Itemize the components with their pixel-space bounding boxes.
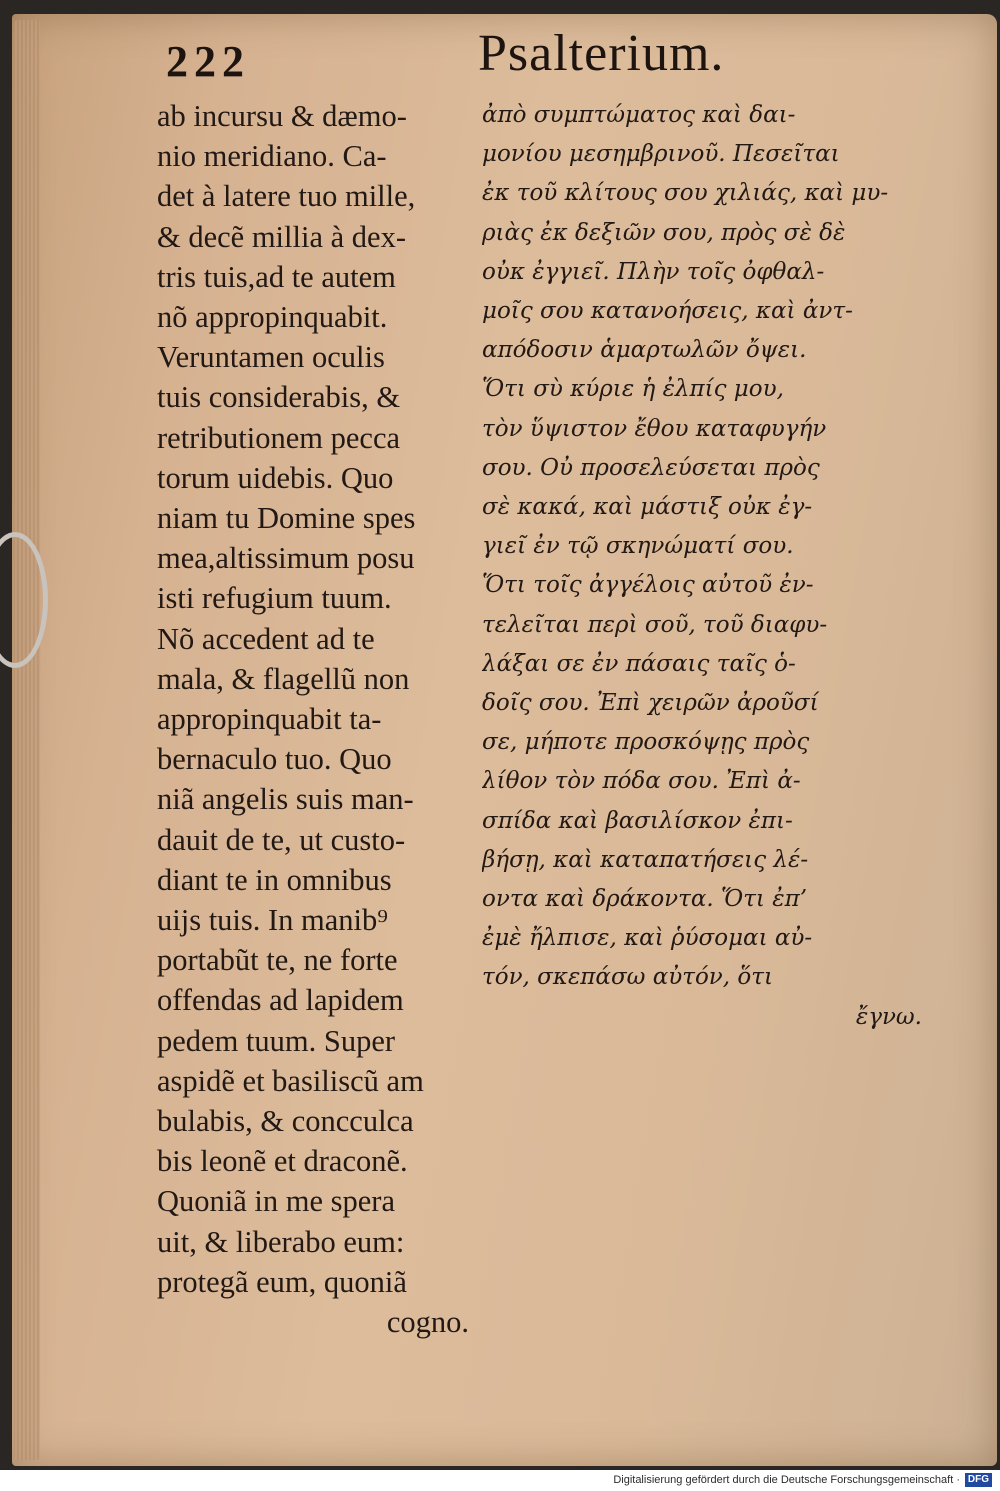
latin-line: diant te in omnibus: [157, 862, 392, 897]
greek-line: οντα καὶ δράκοντα. Ὅτι ἐπ’: [482, 886, 808, 913]
latin-line: pedem tuum. Super: [157, 1023, 396, 1058]
greek-line: τελεῖται περὶ σοῦ, τοῦ διαφυ-: [482, 611, 828, 638]
greek-column: [482, 96, 922, 1037]
latin-line: tuis considerabis, &: [157, 380, 401, 415]
latin-line: & decẽ millia à dex-: [157, 219, 406, 254]
latin-line: portabũt te, ne forte: [157, 943, 398, 978]
greek-line: δοῖς σου. Ἐπὶ χειρῶν ἀροῦσί: [482, 690, 819, 717]
greek-catchword: ἔγνω.: [855, 1003, 922, 1030]
latin-line: niam tu Domine spes: [157, 501, 416, 536]
greek-line: ἀπὸ συμπτώματος καὶ δαι-: [482, 102, 796, 128]
latin-line: uijs tuis. In manib⁹: [157, 903, 388, 938]
latin-line: niã angelis suis man-: [157, 782, 414, 817]
greek-line: σπίδα καὶ βασιλίσκον ἐπι-: [482, 807, 793, 834]
latin-line: appropinquabit ta-: [157, 702, 382, 737]
latin-line: Quoniã in me spera: [157, 1184, 395, 1219]
greek-line: σε, μήποτε προσκόψῃς πρὸς: [482, 729, 810, 756]
latin-line: uit, & liberabo eum:: [157, 1224, 405, 1259]
greek-line: σου. Οὐ προσελεύσεται πρὸς: [482, 454, 820, 481]
latin-line: isti refugium tuum.: [157, 581, 392, 616]
page-edge-stack: [14, 20, 40, 1460]
latin-line: mala, & flagellũ non: [157, 661, 410, 696]
latin-line: Veruntamen oculis: [157, 340, 385, 375]
greek-line: μονίου μεσημβρινοῦ. Πεσεῖται: [482, 141, 840, 168]
latin-line: det à latere tuo mille,: [157, 179, 416, 214]
greek-line: μοῖς σου κατανοήσεις, καὶ ἀντ-: [482, 298, 853, 325]
dfg-logo: DFG: [965, 1473, 992, 1487]
greek-line: απόδοσιν ἁμαρτωλῶν ὄψει.: [482, 337, 807, 364]
latin-line: bernaculo tuo. Quo: [157, 742, 392, 777]
latin-line: nio meridiano. Ca-: [157, 139, 387, 174]
latin-catchword: cogno.: [386, 1305, 469, 1340]
greek-line: Ὅτι σὺ κύριε ἡ ἐλπίς μου,: [482, 376, 784, 403]
greek-line: ἐμὲ ἤλπισε, καὶ ῥύσομαι αὐ-: [482, 925, 813, 952]
latin-line: torum uidebis. Quo: [157, 460, 394, 495]
greek-line: λάξαι σε ἐν πάσαις ταῖς ὁ-: [482, 650, 796, 677]
greek-line: τόν, σκεπάσω αὐτόν, ὅτι: [482, 964, 773, 991]
greek-line: σὲ κακά, καὶ μάστιξ οὐκ ἐγ-: [482, 494, 813, 521]
greek-line: ἐκ τοῦ κλίτους σου χιλιάς, καὶ μυ-: [482, 180, 889, 207]
latin-line: nõ appropinquabit.: [157, 300, 388, 335]
latin-line: bis leonẽ et draconẽ.: [157, 1144, 408, 1179]
greek-line: ριὰς ἐκ δεξιῶν σου, πρὸς σὲ δὲ: [482, 219, 846, 246]
greek-line: βήσῃ, καὶ καταπατήσεις λέ-: [482, 846, 809, 873]
latin-line: Nõ accedent ad te: [157, 621, 375, 656]
page-number: 222: [166, 37, 250, 86]
latin-line: bulabis, & concculca: [157, 1104, 414, 1139]
greek-line: Ὅτι τοῖς ἀγγέλοις αὐτοῦ ἐν-: [482, 572, 814, 599]
latin-line: protegã eum, quoniã: [157, 1264, 407, 1299]
latin-line: retributionem pecca: [157, 420, 401, 455]
latin-line: dauit de te, ut custo-: [157, 822, 406, 857]
latin-column: [157, 96, 469, 1342]
greek-line: οὐκ ἐγγιεῖ. Πλὴν τοῖς ὀφθαλ-: [482, 258, 825, 285]
funding-credit: Digitalisierung gefördert durch die Deutsche Forschungsgemeinschaft ·: [613, 1474, 960, 1486]
greek-line: λίθον τὸν πόδα σου. Ἐπὶ ἀ-: [482, 768, 801, 795]
latin-line: mea,altissimum posu: [157, 541, 415, 576]
latin-line: offendas ad lapidem: [157, 983, 404, 1018]
greek-line: τὸν ὕψιστον ἔθου καταφυγήν: [482, 415, 827, 442]
latin-line: ab incursu & dæmo-: [157, 99, 407, 133]
running-head: Psalterium.: [478, 25, 725, 82]
latin-line: aspidẽ et basiliscũ am: [157, 1063, 424, 1098]
latin-line: tris tuis,ad te autem: [157, 259, 396, 294]
greek-line: γιεῖ ἐν τῷ σκηνώματί σου.: [482, 533, 794, 560]
